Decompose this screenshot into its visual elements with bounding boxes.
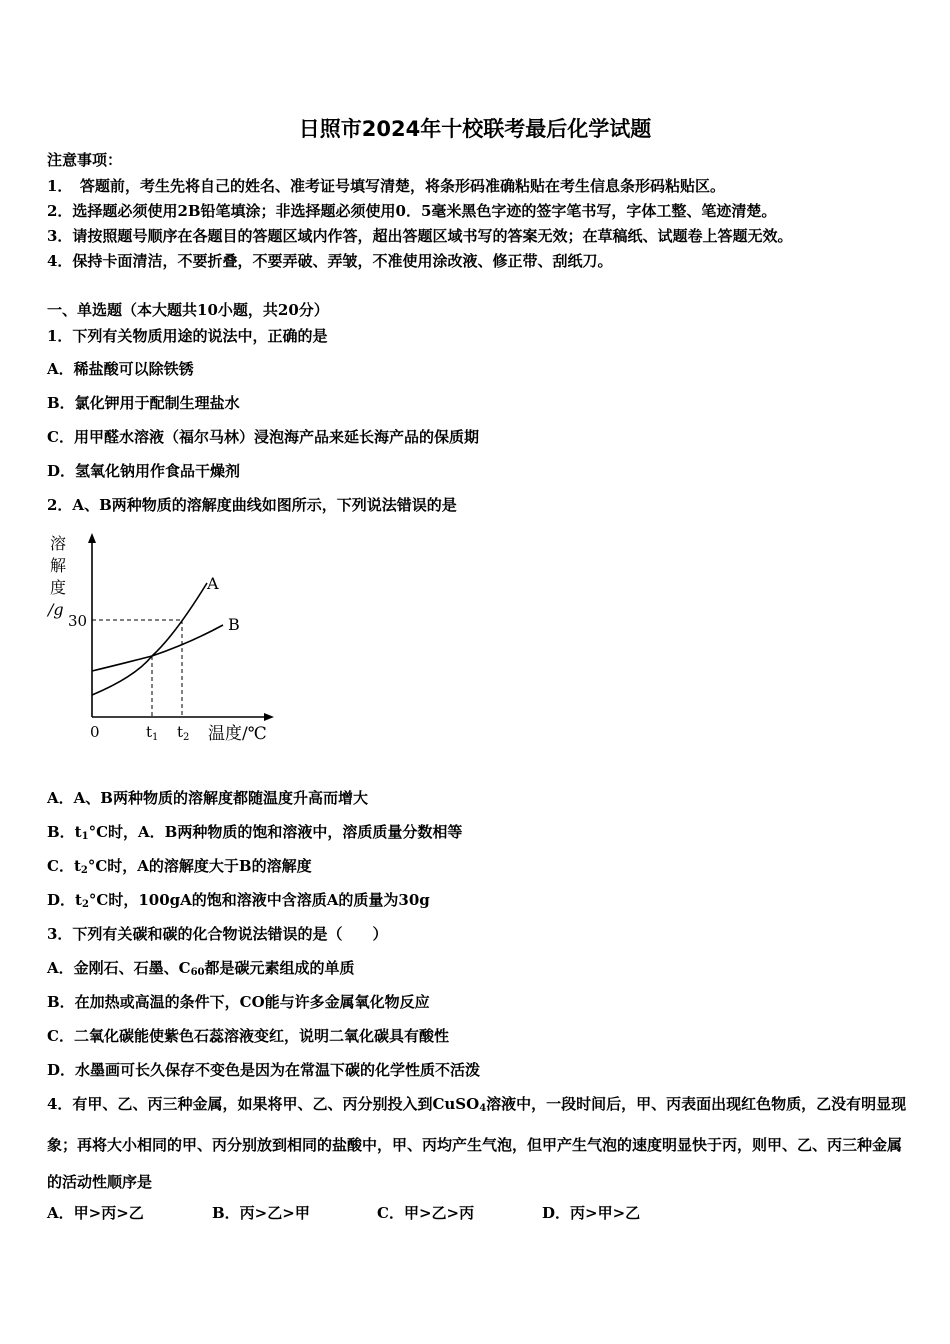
notice-heading: 注意事项： (47, 151, 123, 169)
q1-option-b: B．氯化钾用于配制生理盐水 (47, 394, 240, 412)
q4-option-a: A．甲>丙>乙 (47, 1204, 144, 1222)
q1-option-c: C．用甲醛水溶液（福尔马林）浸泡海产品来延长海产品的保质期 (47, 428, 479, 446)
question-3-stem: 3．下列有关碳和碳的化合物说法错误的是（ ） (47, 925, 388, 943)
x-axis-arrow (264, 713, 274, 721)
q4-option-d: D．丙>甲>乙 (542, 1204, 641, 1222)
q3-option-c: C．二氧化碳能使紫色石蕊溶液变红，说明二氧化碳具有酸性 (47, 1027, 449, 1045)
q3-option-d: D．水墨画可长久保存不变色是因为在常温下碳的化学性质不活泼 (47, 1061, 481, 1079)
q2-option-d: D．$t_2^\circ C$时，100gA的饱和溶液中含溶质A的质量为30g (47, 891, 430, 910)
section-heading: 一、单选题（本大题共10小题，共20分） (47, 301, 329, 319)
y-axis-label-char: 溶 (50, 534, 67, 553)
series-A-label: A (207, 574, 219, 593)
question-1-stem: 1．下列有关物质用途的说法中，正确的是 (47, 327, 328, 345)
q1-option-d: D．氢氧化钠用作食品干燥剂 (47, 462, 241, 480)
y-tick-label: 30 (68, 612, 88, 630)
y-axis-label-char: 解 (50, 556, 67, 575)
q2-option-c: C．$t_2^\circ C$时，A的溶解度大于B的溶解度 (47, 857, 312, 876)
q1-option-a: A．稀盐酸可以除铁锈 (47, 360, 194, 378)
q2-option-b: B．$t_1^\circ C$时，A．B两种物质的饱和溶液中，溶质质量分数相等 (47, 823, 463, 842)
notice-item: 4．保持卡面清洁，不要折叠，不要弄破、弄皱，不准使用涂改液、修正带、刮纸刀。 (47, 252, 613, 270)
series-B-label: B (228, 615, 240, 634)
q3-option-b: B．在加热或高温的条件下，CO能与许多金属氧化物反应 (47, 993, 430, 1011)
series-A-curve (92, 583, 207, 695)
x-axis-label: 温度/℃ (208, 724, 267, 744)
origin-label: 0 (90, 723, 100, 741)
solubility-chart (40, 525, 280, 750)
question-2-stem: 2．A、B两种物质的溶解度曲线如图所示，下列说法错误的是 (47, 496, 457, 514)
notice-item: 2．选择题必须使用2B铅笔填涂；非选择题必须使用0．5毫米黑色字迹的签字笔书写，字体工整、笔迹清楚。 (47, 202, 777, 220)
y-axis-label-char: /g (48, 600, 64, 619)
q2-option-a: A．A、B两种物质的溶解度都随温度升高而增大 (47, 789, 368, 807)
series-B-curve (92, 625, 223, 671)
notice-item: 1． 答题前，考生先将自己的姓名、准考证号填写清楚，将条形码准确粘贴在考生信息条形码粘贴区。 (47, 177, 725, 195)
q3-option-a: A．金刚石、石墨、$C_{60}$都是碳元素组成的单质 (47, 959, 355, 978)
q4-option-c: C．甲>乙>丙 (377, 1204, 475, 1222)
x-tick-t1: $t_1$ (146, 723, 159, 743)
q4-option-b: B．丙>乙>甲 (212, 1204, 310, 1222)
y-axis-label-char: 度 (50, 578, 67, 597)
notice-item: 3．请按照题号顺序在各题目的答题区域内作答，超出答题区域书写的答案无效；在草稿纸、试题卷上答题无效。 (47, 227, 793, 245)
x-tick-t2: $t_2$ (177, 723, 190, 743)
page-title: 日照市2024年十校联考最后化学试题 (298, 117, 652, 141)
y-axis-arrow (88, 533, 96, 543)
question-4-stem: 4．有甲、乙、丙三种金属，如果将甲、乙、丙分别投入到CuSO$_4$溶液中，一段时间后，甲、丙表面出现红色物质，乙没有明显现象；再将大小相同的甲、丙分别放到相同的盐酸中，甲、丙均产生气泡，但甲产生气泡的速度明显快于丙，则甲、乙、丙三种金属的活动性顺序是 (47, 1095, 907, 1191)
